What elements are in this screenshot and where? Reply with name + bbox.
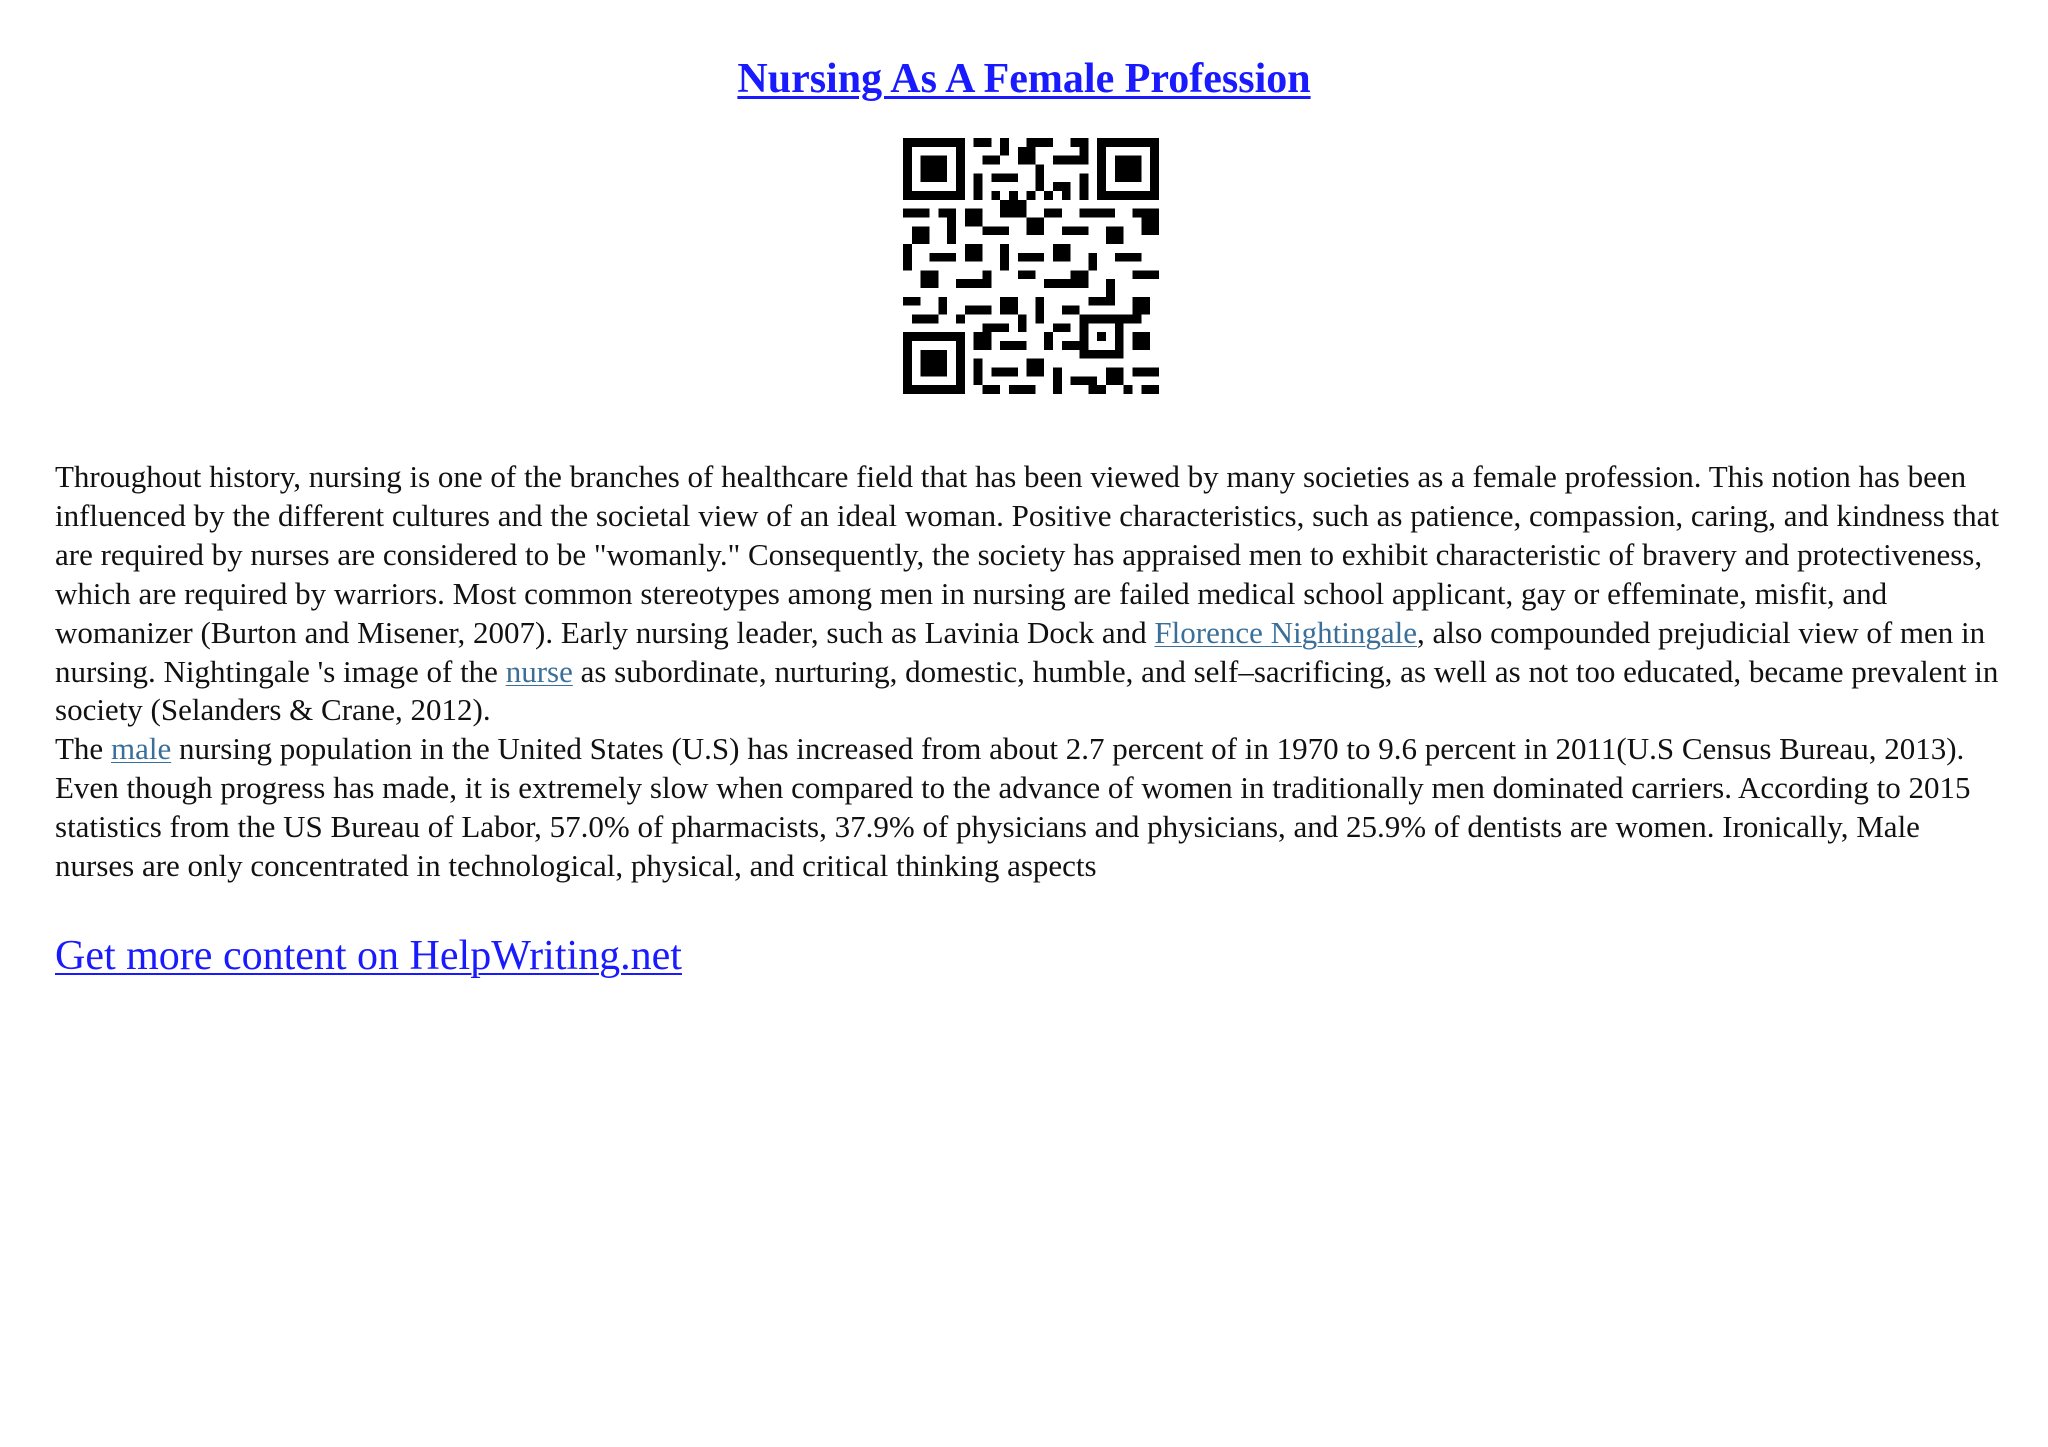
paragraph-2 [55, 730, 2000, 886]
get-more-content-link[interactable]: Get more content on HelpWriting.net [55, 933, 682, 979]
paragraph-1-text-c: as subordinate, nurturing, domestic, humble, and self–sacrificing, as well as not too educated, became prevalent in society (Selanders & Crane, 2012). [55, 653, 1999, 728]
footer-link-container [55, 930, 682, 982]
qr-code-icon [903, 138, 1159, 394]
body-text [55, 458, 2000, 886]
paragraph-1 [55, 458, 2000, 730]
document-title [0, 52, 2048, 106]
paragraph-2-text-b: nursing population in the United States (U.S) has increased from about 2.7 percent of in 1970 to 9.6 percent in 2011(U.S Census Bureau, 2013). Even though progress has made, it is extremely slow when compared to the advance of women in traditionally men dominated carriers. According to 2015 statistics from the US Bureau of Labor, 57.0% of pharmacists, 37.9% of physicians and physicians, and 25.9% of dentists are women. Ironically, Male nurses are only concentrated in technological, physical, and critical thinking aspects [55, 731, 1971, 884]
paragraph-2-text-a: The [55, 731, 111, 767]
title-link[interactable]: Nursing As A Female Profession [737, 56, 1311, 102]
paragraph-1-text-a: Throughout history, nursing is one of the branches of healthcare field that has been viewed by many societies as a female profession. This notion has been influenced by the different cultures and the societal view of an ideal woman. Positive characteristics, such as patience, compassion, caring, and kindness that are required by nurses are considered to be "womanly." Consequently, the society has appraised men to exhibit characteristic of bravery and protectiveness, which are required by warriors. Most common stereotypes among men in nursing are failed medical school applicant, gay or effeminate, misfit, and womanizer (Burton and Misener, 2007). Early nursing leader, such as Lavinia Dock and [55, 459, 2000, 650]
florence-nightingale-link[interactable]: Florence Nightingale [1154, 614, 1417, 650]
nurse-link[interactable]: nurse [505, 653, 573, 689]
male-link[interactable]: male [110, 731, 172, 767]
paragraph-1-text-b: , also compounded prejudicial view of men in nursing. Nightingale 's image of the [55, 614, 1986, 689]
